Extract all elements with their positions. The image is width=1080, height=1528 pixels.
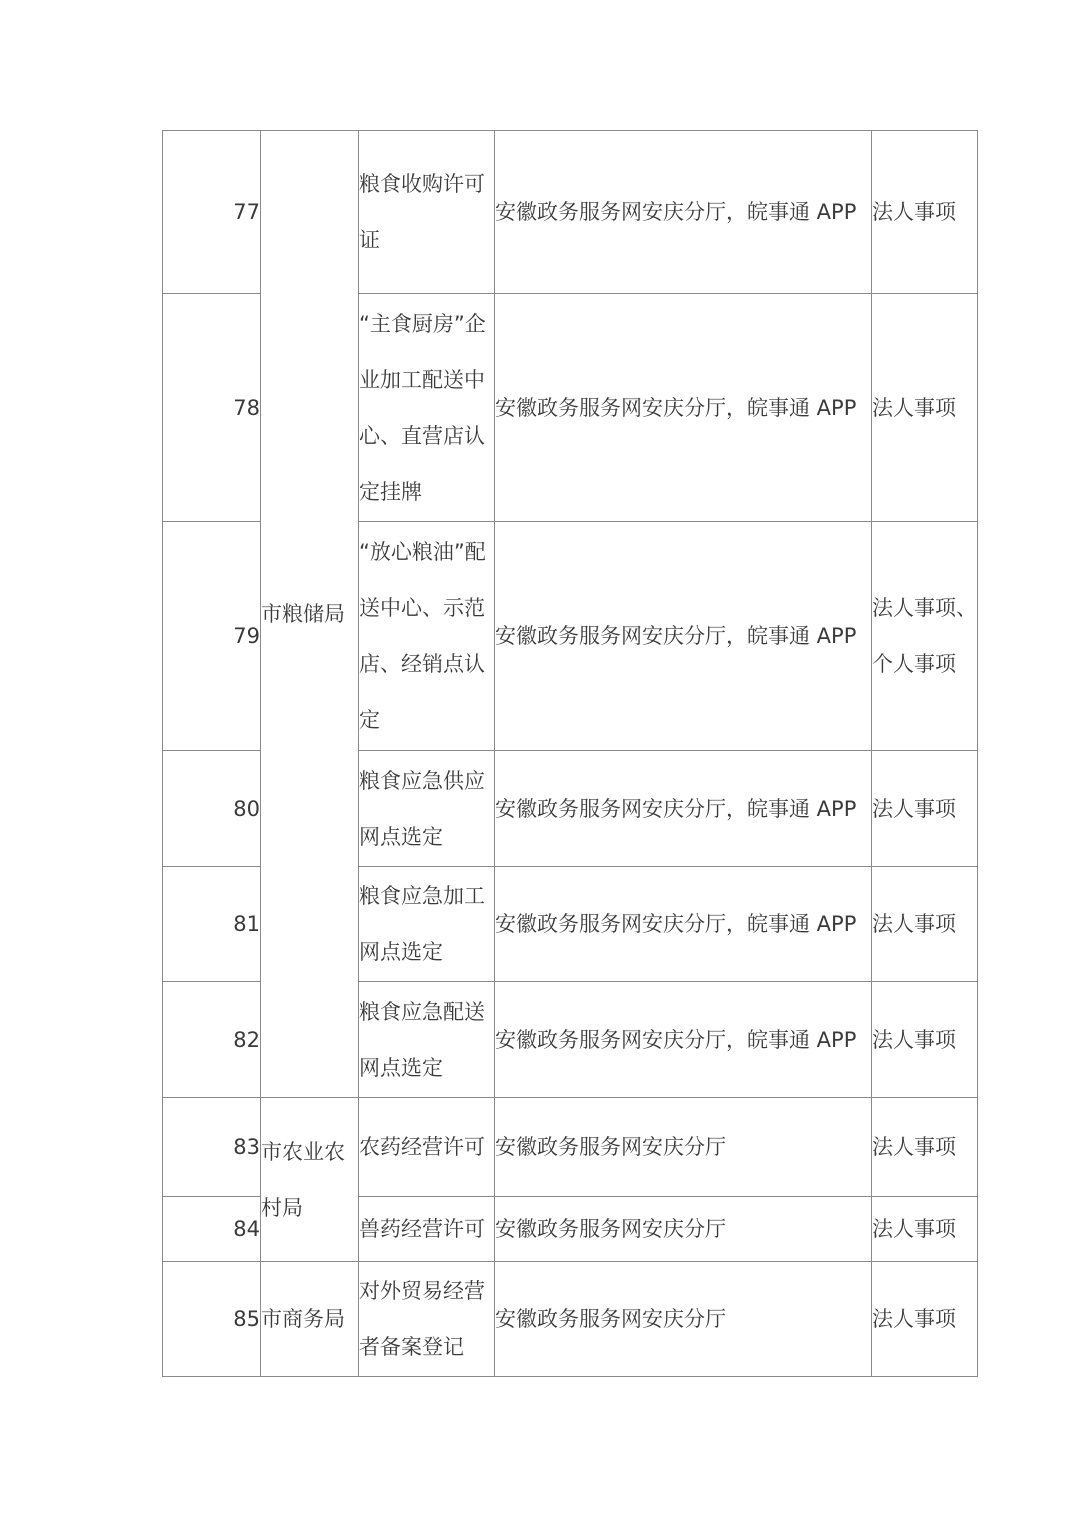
row-number: 77 [163, 131, 261, 294]
row-number: 85 [163, 1262, 261, 1377]
matter-type: 法人事项 [872, 1098, 978, 1197]
item-name: 兽药经营许可 [359, 1197, 495, 1262]
department-cell [261, 1262, 359, 1377]
row-number: 82 [163, 982, 261, 1098]
item-name: 农药经营许可 [359, 1098, 495, 1197]
matter-type: 法人事项、个人事项 [872, 522, 978, 751]
row-number: 84 [163, 1197, 261, 1262]
matter-type: 法人事项 [872, 1197, 978, 1262]
service-channel: 安徽政务服务网安庆分厅 [495, 1262, 872, 1377]
matter-type: 法人事项 [872, 982, 978, 1098]
row-number: 78 [163, 294, 261, 522]
item-name: 粮食应急配送网点选定 [359, 982, 495, 1098]
item-name: 对外贸易经营者备案登记 [359, 1262, 495, 1377]
item-name: 粮食应急加工网点选定 [359, 867, 495, 982]
service-channel: 安徽政务服务网安庆分厅，皖事通 APP [495, 522, 872, 751]
table-row [163, 131, 978, 294]
row-number: 79 [163, 522, 261, 751]
matters-table [162, 130, 978, 1377]
item-name: “主食厨房”企业加工配送中心、直营店认定挂牌 [359, 294, 495, 522]
service-channel: 安徽政务服务网安庆分厅，皖事通 APP [495, 751, 872, 867]
service-channel: 安徽政务服务网安庆分厅，皖事通 APP [495, 294, 872, 522]
department-cell [261, 1098, 359, 1262]
department-cell [261, 131, 359, 1098]
table-row [163, 1262, 978, 1377]
item-name: 粮食收购许可证 [359, 131, 495, 294]
row-number: 81 [163, 867, 261, 982]
row-number: 83 [163, 1098, 261, 1197]
matter-type: 法人事项 [872, 131, 978, 294]
matter-type: 法人事项 [872, 1262, 978, 1377]
item-name: 粮食应急供应网点选定 [359, 751, 495, 867]
item-name: “放心粮油”配送中心、示范店、经销点认定 [359, 522, 495, 751]
matter-type: 法人事项 [872, 751, 978, 867]
department-name: 市农业农村局 [261, 1139, 345, 1220]
service-channel: 安徽政务服务网安庆分厅 [495, 1098, 872, 1197]
department-name: 市粮储局 [261, 602, 345, 626]
table-row [163, 1098, 978, 1197]
service-channel: 安徽政务服务网安庆分厅，皖事通 APP [495, 867, 872, 982]
row-number: 80 [163, 751, 261, 867]
matter-type: 法人事项 [872, 294, 978, 522]
service-channel: 安徽政务服务网安庆分厅，皖事通 APP [495, 131, 872, 294]
matter-type: 法人事项 [872, 867, 978, 982]
service-channel: 安徽政务服务网安庆分厅，皖事通 APP [495, 982, 872, 1098]
department-name: 市商务局 [261, 1307, 345, 1331]
service-channel: 安徽政务服务网安庆分厅 [495, 1197, 872, 1262]
